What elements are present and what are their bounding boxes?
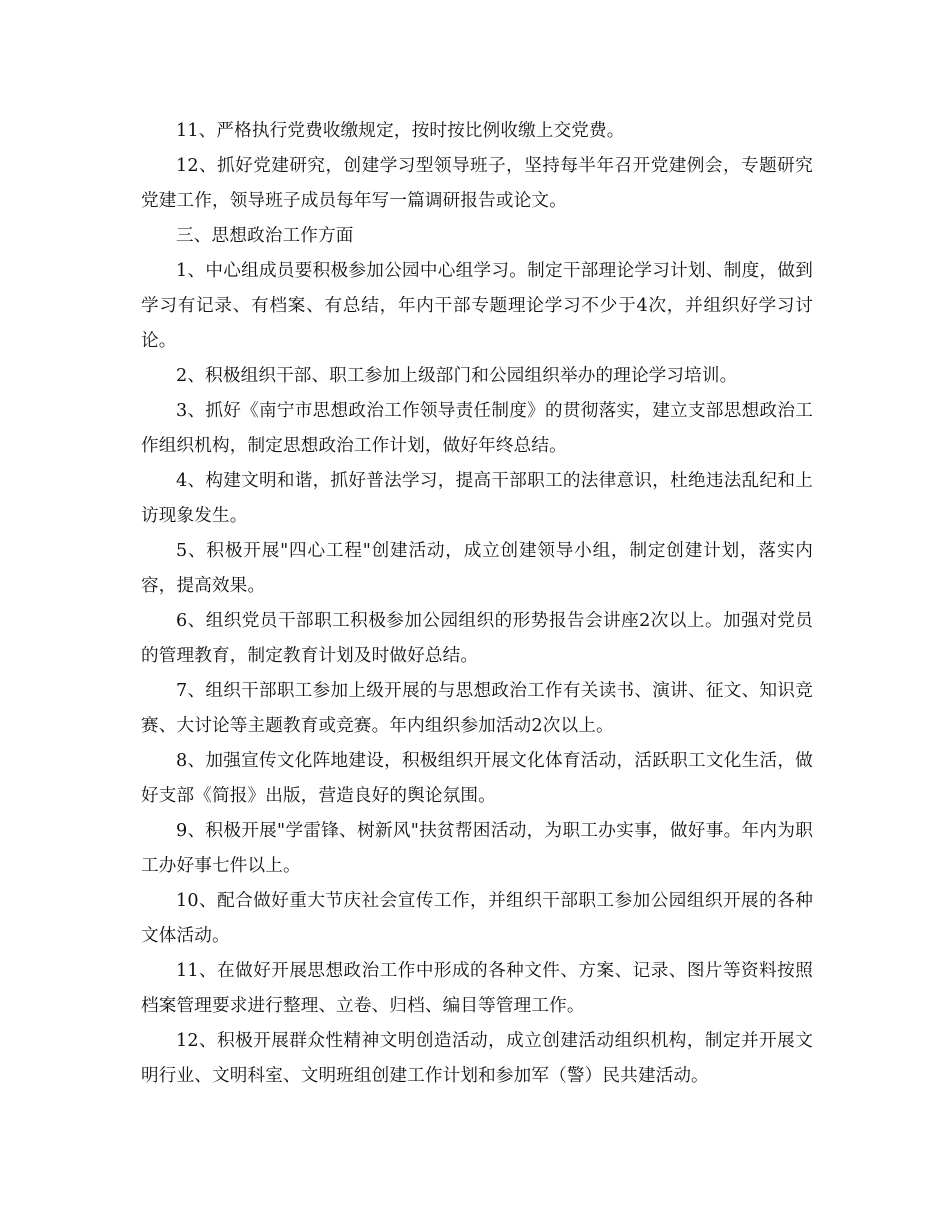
paragraph-central-group-study: 1、中心组成员要积极参加公园中心组学习。制定干部理论学习计划、制度，做到学习有记录、有档案、有总结，年内干部专题理论学习不少于4次，并组织好学习讨论。 bbox=[141, 261, 813, 351]
paragraph-themed-education: 7、组织干部职工参加上级开展的与思想政治工作有关读书、演讲、征文、知识竞赛、大讨论等主题教育或竞赛。年内组织参加活动2次以上。 bbox=[141, 681, 813, 736]
paragraph-archive-management: 11、在做好开展思想政治工作中形成的各种文件、方案、记录、图片等资料按照档案管理要求进行整理、立卷、归档、编目等管理工作。 bbox=[141, 961, 813, 1016]
paragraph-lei-feng-activities: 9、积极开展"学雷锋、树新风"扶贫帮困活动，为职工办实事，做好事。年内为职工办好事七件以上。 bbox=[141, 821, 813, 876]
paragraph-four-hearts-project: 5、积极开展"四心工程"创建活动，成立创建领导小组，制定创建计划，落实内容，提高效果。 bbox=[141, 541, 813, 596]
paragraph-legal-education: 4、构建文明和谐，抓好普法学习，提高干部职工的法律意识，杜绝违法乱纪和上访现象发生。 bbox=[141, 471, 813, 526]
paragraph-theory-training: 2、积极组织干部、职工参加上级部门和公园组织举办的理论学习培训。 bbox=[176, 366, 738, 386]
section-heading-ideological-work: 三、思想政治工作方面 bbox=[176, 226, 354, 246]
paragraph-culture-publicity: 8、加强宣传文化阵地建设，积极组织开展文化体育活动，活跃职工文化生活，做好支部《简报》出版，营造良好的舆论氛围。 bbox=[141, 751, 813, 806]
paragraph-party-research: 12、抓好党建研究，创建学习型领导班子，坚持每半年召开党建例会，专题研究党建工作，领导班子成员每年写一篇调研报告或论文。 bbox=[141, 156, 813, 211]
paragraph-festival-publicity: 10、配合做好重大节庆社会宣传工作，并组织干部职工参加公园组织开展的各种文体活动。 bbox=[141, 891, 813, 946]
paragraph-situation-reports: 6、组织党员干部职工积极参加公园组织的形势报告会讲座2次以上。加强对党员的管理教育，制定教育计划及时做好总结。 bbox=[141, 611, 813, 666]
paragraph-party-fee: 11、严格执行党费收缴规定，按时按比例收缴上交党费。 bbox=[176, 121, 625, 141]
paragraph-responsibility-system: 3、抓好《南宁市思想政治工作领导责任制度》的贯彻落实，建立支部思想政治工作组织机构，制定思想政治工作计划，做好年终总结。 bbox=[141, 401, 813, 456]
document-body bbox=[141, 114, 813, 1094]
paragraph-civilization-activities: 12、积极开展群众性精神文明创造活动，成立创建活动组织机构，制定并开展文明行业、文明科室、文明班组创建工作计划和参加军（警）民共建活动。 bbox=[141, 1031, 813, 1086]
